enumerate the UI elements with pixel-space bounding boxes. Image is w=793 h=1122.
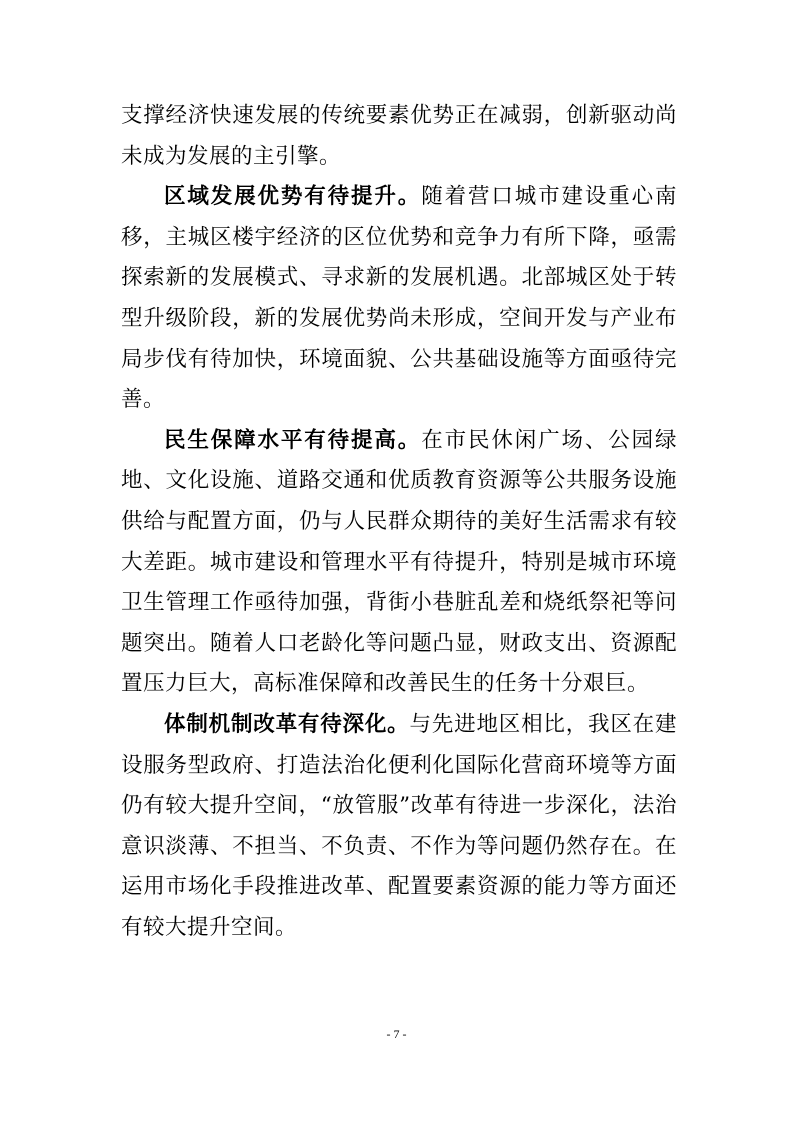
paragraph-livelihood: [121, 421, 677, 705]
paragraph-text: 在市民休闲广场、公园绿地、文化设施、道路交通和优质教育资源等公共服务设施供给与配置方面，仍与人民群众期待的美好生活需求有较大差距。城市建设和管理水平有待提升，特别是城市环境卫生管理工作亟待加强，背街小巷脏乱差和烧纸祭祀等问题突出。随着人口老龄化等问题凸显，财政支出、资源配置压力巨大，高标准保障和改善民生的任务十分艰巨。: [121, 427, 677, 697]
paragraph-regional-development: [121, 177, 677, 421]
paragraph-text: 随着营口城市建设重心南移，主城区楼宇经济的区位优势和竞争力有所下降，亟需探索新的发展模式、寻求新的发展机遇。北部城区处于转型升级阶段，新的发展优势尚未形成，空间开发与产业布局步伐有待加快，环境面貌、公共基础设施等方面亟待完善。: [121, 184, 677, 413]
paragraph-institutional-reform: [121, 705, 677, 949]
paragraph-heading: 体制机制改革有待深化。: [164, 711, 410, 737]
paragraph-heading: 区域发展优势有待提升。: [164, 184, 422, 210]
paragraph-continuation: [121, 96, 677, 177]
page-number: - 7 -: [386, 1027, 407, 1041]
paragraph-heading: 民生保障水平有待提高。: [164, 427, 422, 453]
paragraph-text: 支撑经济快速发展的传统要素优势正在减弱，创新驱动尚未成为发展的主引擎。: [121, 103, 677, 169]
paragraph-text: 与先进地区相比，我区在建设服务型政府、打造法治化便利化国际化营商环境等方面仍有较大提升空间，“放管服”改革有待进一步深化，法治意识淡薄、不担当、不负责、不作为等问题仍然存在。在运用市场化手段推进改革、配置要素资源的能力等方面还有较大提升空间。: [121, 711, 677, 940]
body-text: [121, 96, 677, 948]
